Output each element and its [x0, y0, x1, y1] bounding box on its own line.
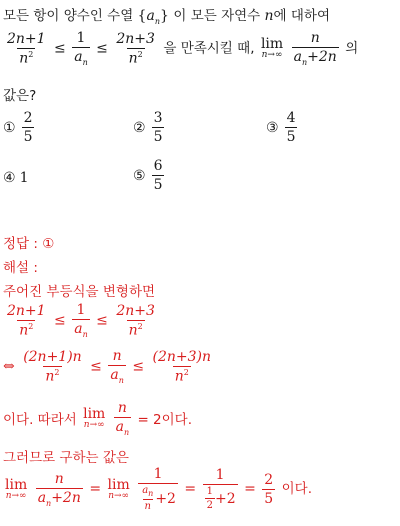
solution-heading: 해설 :	[3, 260, 38, 276]
problem-inequality: $\frac{2n+1}{n^2}$ ≤ $\frac{1}{a_n}$ ≤ $\frac{2n+3}{n^2}$ 을 만족시킬 때, lim n→∞ $\frac{n}{a_n+2n}$ 의	[7, 30, 359, 67]
fraction: $\frac{n}{a_n+2n}$	[293, 30, 337, 67]
solution-step-1: 주어진 부등식을 변형하면	[3, 284, 156, 300]
limit-operator: lim n→∞	[260, 36, 284, 61]
solution-inequality-1: $\frac{2n+1}{n^2}$ ≤ $\frac{1}{a_n}$ ≤ $\frac{2n+3}{n^2}$	[7, 302, 155, 339]
choice-4[interactable]: ④ 1	[3, 170, 29, 186]
fraction: $\frac{1}{a_n}$	[74, 30, 88, 67]
limit-operator: lim n→∞	[83, 406, 106, 431]
solution-inequality-2: ⇔ $\frac{(2n+1)n}{n^2}$ ≤ $\frac{n}{a_n}$ ≤ $\frac{(2n+3)n}{n^2}$	[3, 348, 212, 385]
problem-question: 값은?	[3, 88, 37, 104]
choice-2[interactable]: ② $\frac{3}{5}$	[133, 110, 163, 145]
fraction: $\frac{2n+1}{n^2}$	[7, 30, 46, 67]
equivalence-arrow: ⇔	[3, 358, 15, 375]
choice-1[interactable]: ① $\frac{2}{5}$	[3, 110, 33, 145]
choice-3[interactable]: ③ $\frac{4}{5}$	[266, 110, 296, 145]
fraction: $\frac{2n+3}{n^2}$	[116, 30, 155, 67]
limit-operator: lim n→∞	[5, 477, 28, 501]
variable-n: n	[264, 8, 274, 24]
problem-text: 모든 항이 양수인 수열	[3, 8, 134, 24]
choice-5[interactable]: ⑤ $\frac{6}{5}$	[133, 158, 163, 193]
solution-conclusion: 이다. 따라서 lim n→∞ $\frac{n}{a_n}$ = 2이다.	[3, 400, 193, 437]
problem-text: 이 모든 자연수	[173, 8, 261, 24]
solution-final: lim n→∞ $\frac{n}{a_n+2n}$ = lim n→∞ 1 $\frac{a_n}{n}$ +2 = 1 $\frac{1}{2}$ +2 = $\frac{2}{5}$ 이다.	[5, 466, 312, 512]
answer-label: 정답 : ①	[3, 236, 55, 252]
solution-step-2: 그러므로 구하는 값은	[3, 450, 129, 466]
problem-text: 에 대하여	[273, 8, 330, 24]
sequence-notation: $\{a_n\}$	[137, 8, 169, 26]
limit-operator: lim n→∞	[107, 477, 130, 501]
problem-line-1	[3, 4, 330, 26]
